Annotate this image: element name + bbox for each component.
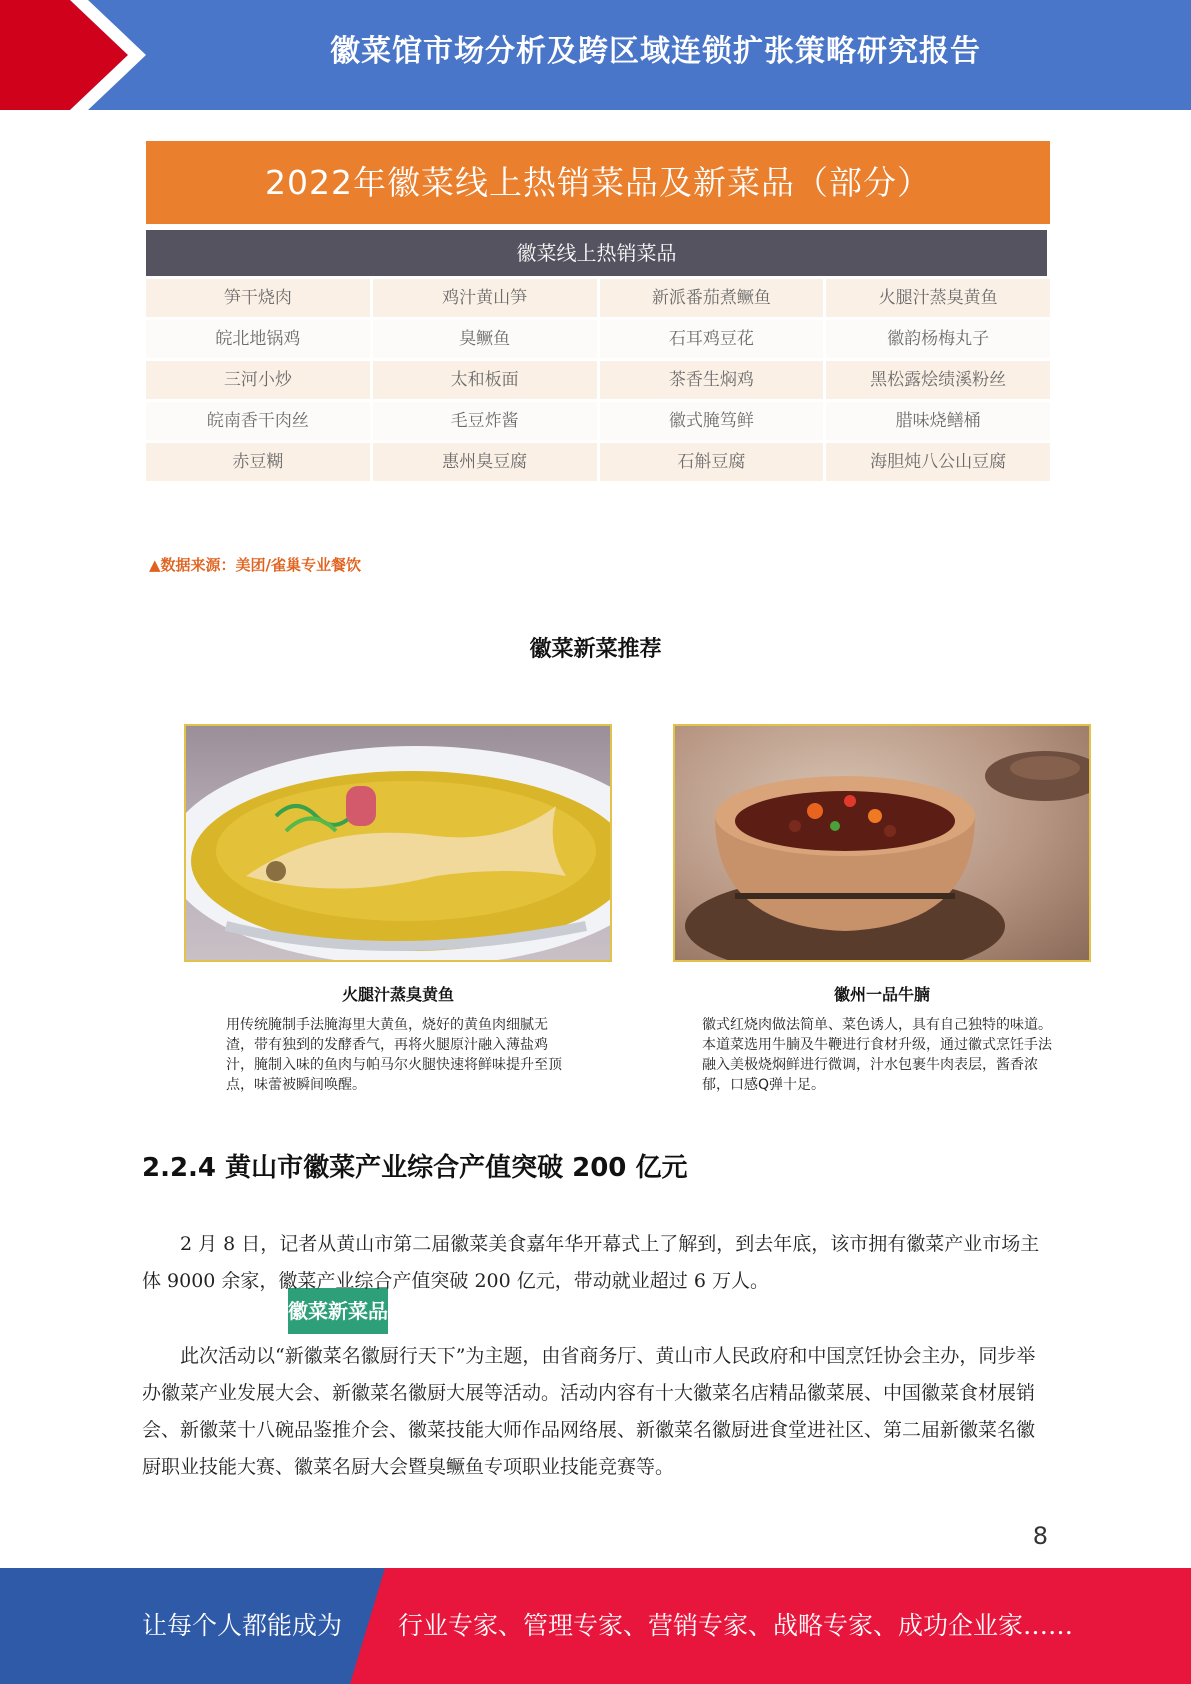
table-row [146, 361, 1050, 399]
data-source-note: ▲数据来源：美团/雀巢专业餐饮 [149, 556, 362, 574]
table-cell: 徽韵杨梅丸子 [826, 320, 1050, 358]
table-cell: 黑松露烩绩溪粉丝 [826, 361, 1050, 399]
beef-pot-illustration [675, 726, 1089, 960]
recommend-title: 徽菜新菜推荐 [529, 637, 662, 662]
dish-desc-beef: 徽式红烧肉做法简单、菜色诱人，具有自己独特的味道。本道菜选用牛腩及牛鞭进行食材升级，通过徽式烹饪手法融入美极烧焖鲜进行微调，汁水包裹牛肉表层，酱香浓郁，口感Q弹十足。 [702, 1017, 1052, 1093]
dish-desc-fish: 用传统腌制手法腌海里大黄鱼，烧好的黄鱼肉细腻无渣，带有独到的发酵香气，再将火腿原汁融入薄盐鸡汁，腌制入味的鱼肉与帕马尔火腿快速将鲜味提升至顶点，味蕾被瞬间唤醒。 [226, 1017, 562, 1093]
table-cell: 石斛豆腐 [600, 443, 824, 481]
table-cell: 皖南香干肉丝 [146, 402, 370, 440]
footer-slogan-left: 让每个人都能成为 [142, 1611, 343, 1640]
table-cell: 太和板面 [373, 361, 597, 399]
table-cell: 徽式腌笃鲜 [600, 402, 824, 440]
table-cell: 石耳鸡豆花 [600, 320, 824, 358]
footer-slogan-right: 行业专家、管理专家、营销专家、战略专家、成功企业家…… [398, 1611, 1074, 1640]
dish-name-beef: 徽州一品牛腩 [833, 985, 930, 1004]
table-row [146, 279, 1050, 317]
hot-dishes-header: 徽菜线上热销菜品 [146, 230, 1047, 276]
table-row [146, 320, 1050, 358]
table-cell: 臭鳜鱼 [373, 320, 597, 358]
table-cell: 腊味烧鳝桶 [826, 402, 1050, 440]
table-cell: 皖北地锅鸡 [146, 320, 370, 358]
dish-photo-beef [673, 724, 1091, 962]
table-cell: 海胆炖八公山豆腐 [826, 443, 1050, 481]
table-cell: 毛豆炸酱 [373, 402, 597, 440]
body-paragraph: 2 月 8 日，记者从黄山市第二届徽菜美食嘉年华开幕式上了解到，到去年底，该市拥有徽菜产业市场主体 9000 余家，徽菜产业综合产值突破 200 亿元，带动就业超过 6 万人。 [142, 1233, 1040, 1292]
dish-name-fish: 火腿汁蒸臭黄鱼 [341, 985, 454, 1004]
page-footer [0, 1568, 1191, 1684]
table-cell: 茶香生焖鸡 [600, 361, 824, 399]
table-cell: 三河小炒 [146, 361, 370, 399]
table-banner-title: 2022年徽菜线上热销菜品及新菜品（部分） [146, 141, 1050, 224]
dish-photo-fish [184, 724, 612, 962]
section-heading: 2.2.4 黄山市徽菜产业综合产值突破 200 亿元 [142, 1153, 688, 1183]
fish-dish-illustration [186, 726, 610, 960]
header-red-chevron [0, 0, 150, 110]
body-paragraph: 此次活动以“新徽菜名徽厨行天下”为主题，由省商务厅、黄山市人民政府和中国烹饪协会主办，同步举办徽菜产业发展大会、新徽菜名徽厨大展等活动。活动内容有十大徽菜名店精品徽菜展、中国徽菜食材展销会、新徽菜十八碗品鉴推介会、徽菜技能大师作品网络展、新徽菜名徽厨进食堂进社区、第二届新徽菜名徽厨职业技能大赛、徽菜名厨大会暨臭鳜鱼专项职业技能竞赛等。 [142, 1345, 1036, 1478]
table-cell: 惠州臭豆腐 [373, 443, 597, 481]
page-header [0, 0, 1191, 110]
report-title: 徽菜馆市场分析及跨区域连锁扩张策略研究报告 [330, 34, 981, 69]
table-cell: 新派番茄煮鳜鱼 [600, 279, 824, 317]
table-row [146, 402, 1050, 440]
table-cell: 鸡汁黄山笋 [373, 279, 597, 317]
table-cell: 赤豆糊 [146, 443, 370, 481]
table-cell: 火腿汁蒸臭黄鱼 [826, 279, 1050, 317]
table-cell: 笋干烧肉 [146, 279, 370, 317]
table-row [146, 443, 1050, 481]
new-dishes-header: 徽菜新菜品 [288, 1288, 388, 1334]
page-number: 8 [1032, 1522, 1048, 1550]
